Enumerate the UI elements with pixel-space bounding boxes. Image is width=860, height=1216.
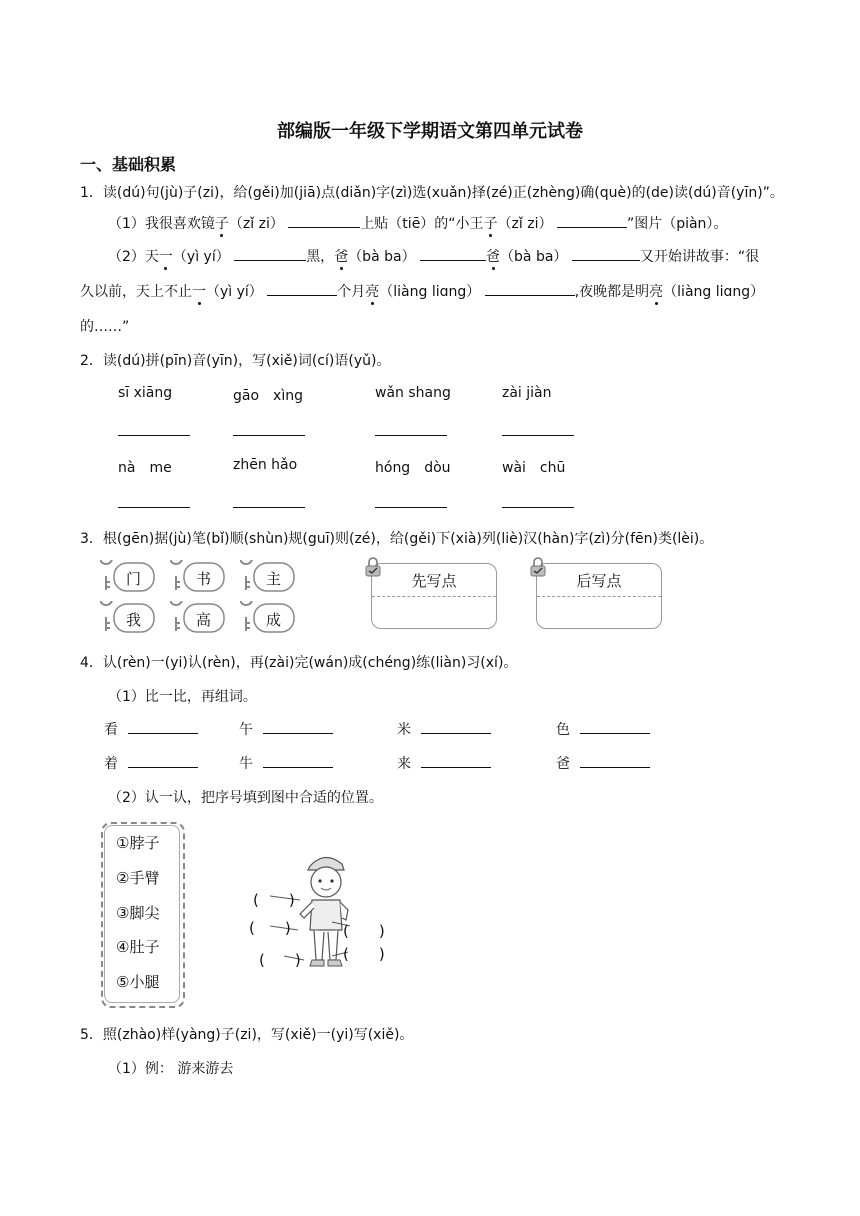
answer-blank[interactable] <box>502 507 574 508</box>
lock-icon <box>364 557 382 577</box>
answer-blank[interactable] <box>580 719 650 734</box>
q1-sentence-2: （2）天一（yì yí） 黑，爸（bà ba） 爸（bà ba） 又开始讲故事：“很 <box>108 246 759 266</box>
pinyin-item: nà me <box>118 460 172 476</box>
answer-paren[interactable]: ( ) <box>259 951 301 969</box>
answer-blank[interactable] <box>375 435 447 436</box>
answer-blank[interactable] <box>128 719 198 734</box>
compare-item: 牛 <box>239 753 333 773</box>
answer-blank[interactable] <box>263 753 333 768</box>
answer-blank[interactable] <box>421 719 491 734</box>
q1-sentence-4: 的……” <box>80 319 130 335</box>
compare-item: 午 <box>239 719 333 739</box>
answer-blank[interactable] <box>118 507 190 508</box>
answer-blank[interactable] <box>421 753 491 768</box>
answer-paren[interactable]: ( ) <box>343 922 385 940</box>
pinyin-item: zhēn hǎo <box>233 457 298 473</box>
answer-blank[interactable] <box>233 435 305 436</box>
compare-item: 来 <box>397 753 491 773</box>
compare-item: 爸 <box>556 753 650 773</box>
answer-blank[interactable] <box>234 246 306 261</box>
compare-item: 米 <box>397 719 491 739</box>
q4-sub2: （2）认一认，把序号填到图中合适的位置。 <box>108 790 383 806</box>
answer-paren[interactable]: ( ) <box>253 891 295 909</box>
key-card[interactable]: 书 <box>170 560 226 594</box>
answer-paren[interactable]: ( ) <box>343 945 385 963</box>
body-part-item: ⑤小腿 <box>116 973 160 991</box>
page-title: 部编版一年级下学期语文第四单元试卷 <box>277 121 583 142</box>
q5-sub1: （1）例： 游来游去 <box>108 1061 234 1077</box>
answer-paren[interactable]: ( ) <box>249 919 291 937</box>
answer-blank[interactable] <box>233 507 305 508</box>
q4-sub1: （1）比一比，再组词。 <box>108 689 257 705</box>
answer-blank[interactable] <box>420 246 486 261</box>
key-card[interactable]: 成 <box>240 601 296 635</box>
key-card[interactable]: 主 <box>240 560 296 594</box>
lock-box-first-dot[interactable]: 先写点 <box>371 563 497 629</box>
lock-box-last-dot[interactable]: 后写点 <box>536 563 662 629</box>
pinyin-item: hóng dòu <box>375 460 451 476</box>
key-card[interactable]: 门 <box>100 560 156 594</box>
answer-blank[interactable] <box>263 719 333 734</box>
answer-blank[interactable] <box>288 213 360 228</box>
answer-blank[interactable] <box>557 213 627 228</box>
key-card[interactable]: 高 <box>170 601 226 635</box>
body-part-item: ④肚子 <box>116 938 160 956</box>
answer-blank[interactable] <box>118 435 190 436</box>
compare-item: 看 <box>104 719 198 739</box>
q1-stem: 1．读(dú)句(jù)子(zi)，给(gěi)加(jiā)点(diǎn)字(zì)选(xuǎn)择(zé)正(zhèng)确(què)的(de)读(dú)音(yīn)”。 <box>80 185 784 201</box>
body-part-item: ①脖子 <box>116 834 160 852</box>
pinyin-item: wǎn shang <box>375 385 451 401</box>
lock-icon <box>529 557 547 577</box>
q2-stem: 2．读(dú)拼(pīn)音(yīn)，写(xiě)词(cí)语(yǔ)。 <box>80 353 391 369</box>
q3-stem: 3．根(gēn)据(jù)笔(bǐ)顺(shùn)规(guī)则(zé)，给(gěi)下(xià)列(liè)汉(hàn)字(zì)分(fēn)类(lèi)。 <box>80 531 714 547</box>
pinyin-item: zài jiàn <box>502 385 552 401</box>
answer-blank[interactable] <box>580 753 650 768</box>
q4-stem: 4．认(rèn)一(yi)认(rèn)，再(zài)完(wán)成(chéng)练(liàn)习(xí)。 <box>80 655 518 671</box>
answer-blank[interactable] <box>502 435 574 436</box>
section-heading: 一、基础积累 <box>80 155 177 174</box>
pinyin-item: gāo xìng <box>233 388 303 404</box>
compare-item: 色 <box>556 719 650 739</box>
q1-sentence-1: （1）我很喜欢镜子（zǐ zi） 上贴（tiē）的“小王子（zǐ zi） ”图片（piàn）。 <box>108 213 727 233</box>
compare-item: 着 <box>104 753 198 773</box>
key-card[interactable]: 我 <box>100 601 156 635</box>
pinyin-item: wài chū <box>502 460 566 476</box>
answer-blank[interactable] <box>267 281 337 296</box>
answer-blank[interactable] <box>485 281 575 296</box>
body-part-item: ②手臂 <box>116 869 160 887</box>
answer-blank[interactable] <box>128 753 198 768</box>
q5-stem: 5．照(zhào)样(yàng)子(zi)，写(xiě)一(yi)写(xiě)。 <box>80 1027 414 1043</box>
answer-blank[interactable] <box>375 507 447 508</box>
pinyin-item: sī xiāng <box>118 385 173 401</box>
answer-blank[interactable] <box>572 246 640 261</box>
q1-sentence-3: 久以前，天上不止一（yì yí） 个月亮（liàng liɑng） ,夜晚都是明亮（liàng liɑng） <box>80 281 764 301</box>
body-part-item: ③脚尖 <box>116 904 160 922</box>
